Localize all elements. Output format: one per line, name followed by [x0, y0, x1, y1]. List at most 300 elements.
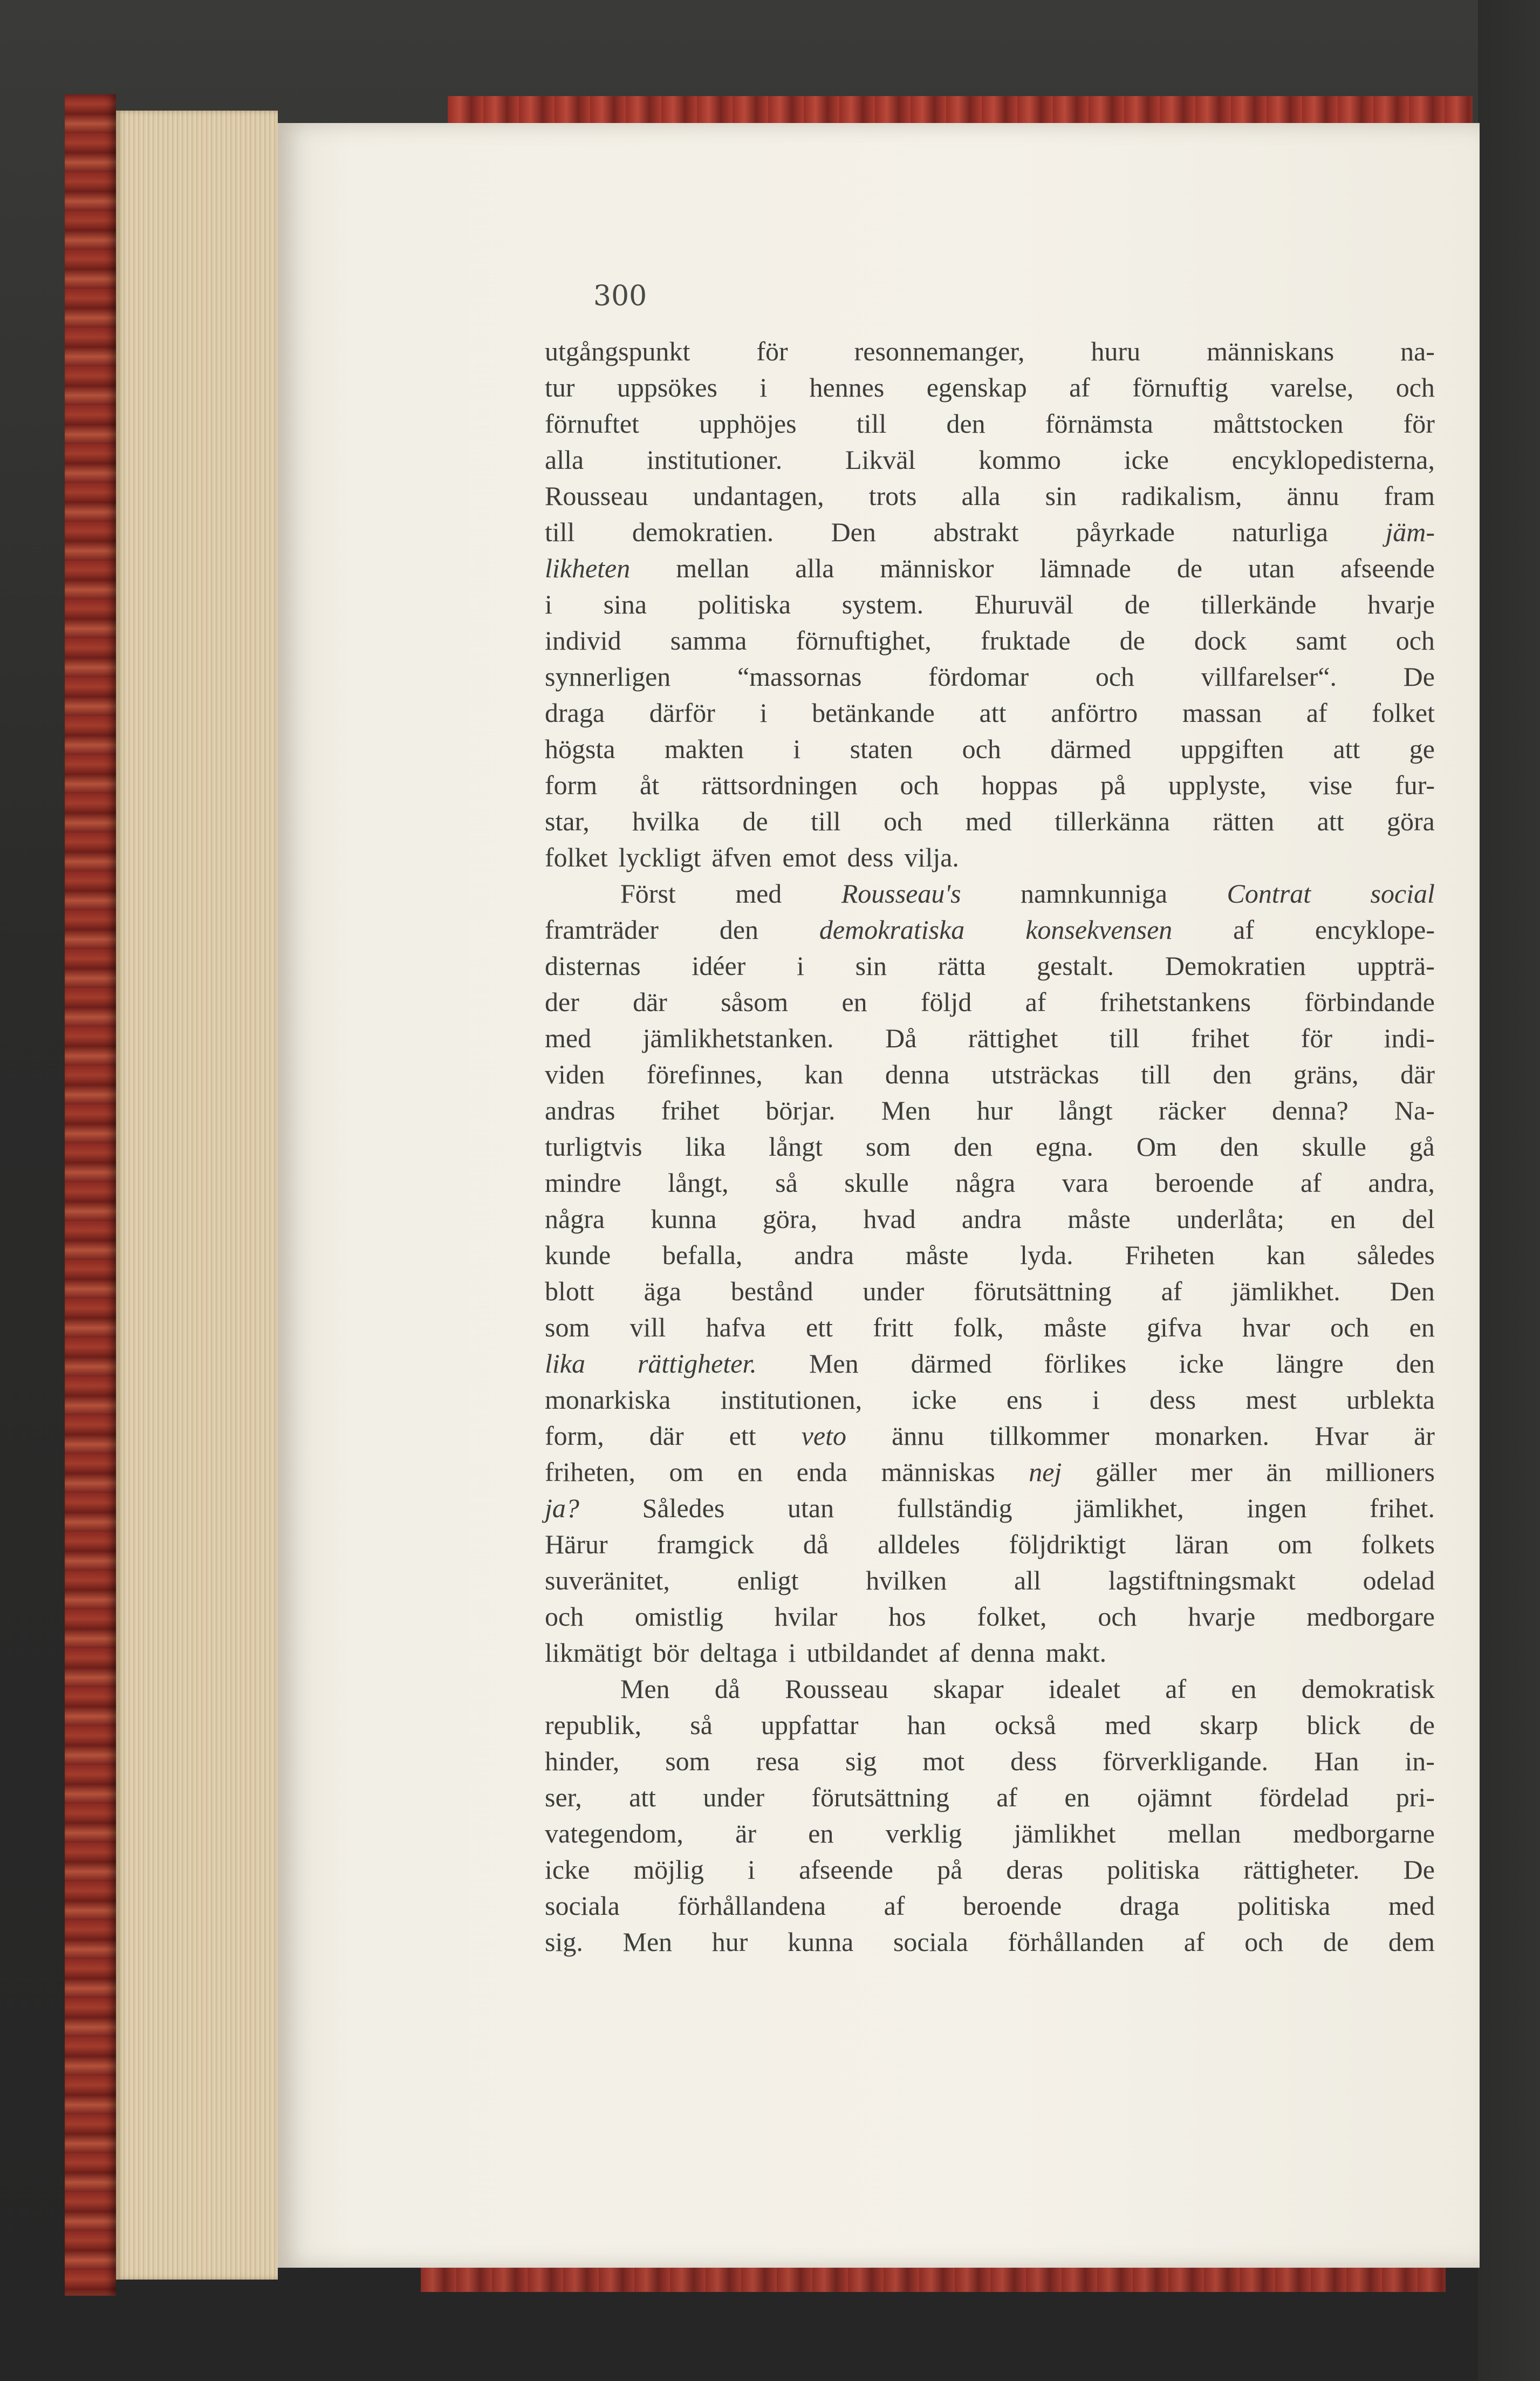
word: göra, [762, 1204, 818, 1234]
word: lämnade [1039, 553, 1131, 583]
word: förlikes [1044, 1348, 1127, 1379]
word: hur [711, 1927, 748, 1957]
word: måste [1067, 1204, 1131, 1234]
word: måste [1043, 1312, 1107, 1342]
word: af [1301, 1168, 1322, 1198]
word: tur [545, 372, 575, 402]
word: förhållandena [677, 1891, 826, 1921]
word: nej [1029, 1457, 1062, 1487]
word: högsta [545, 734, 615, 764]
word: måttstocken [1213, 408, 1344, 439]
word: Således [642, 1493, 725, 1523]
book-cover-edge [65, 94, 116, 2296]
word: dess [1149, 1384, 1196, 1415]
text-line [545, 1382, 1435, 1418]
word: under [863, 1276, 925, 1306]
word: med [965, 806, 1012, 836]
word: och [962, 734, 1001, 764]
word: som [865, 1131, 911, 1162]
text-line [545, 1309, 1435, 1346]
word: fördomar [928, 661, 1029, 692]
word: in- [1405, 1746, 1435, 1776]
text-line [545, 1743, 1435, 1779]
word: framgick [656, 1529, 754, 1559]
text-line [545, 803, 1435, 840]
word: deltaga [700, 1638, 778, 1668]
word: encyklopedisterna, [1231, 445, 1435, 475]
text-line [545, 1816, 1435, 1852]
word: resa [756, 1746, 800, 1776]
word: då [714, 1674, 741, 1704]
word: Likväl [845, 445, 916, 475]
word: tillerkände [1201, 589, 1317, 619]
word: lika [685, 1131, 726, 1162]
word: verklig [885, 1818, 962, 1848]
word: i [1092, 1384, 1100, 1415]
word: för [756, 336, 788, 366]
word: Na- [1394, 1095, 1435, 1125]
text-line [545, 1020, 1435, 1056]
text-line [545, 514, 1435, 550]
word: därmed [1050, 734, 1132, 764]
word: enda [796, 1457, 848, 1487]
word: uppsökes [617, 372, 717, 402]
word: Contrat [1227, 878, 1311, 909]
word: en [737, 1457, 763, 1487]
word: är [735, 1818, 756, 1848]
text-line [545, 1924, 1435, 1960]
word: uppfattar [761, 1710, 859, 1740]
text-line [545, 1273, 1435, 1309]
word: Ehuruväl [974, 589, 1074, 619]
word: andra, [1368, 1168, 1435, 1198]
word: Rousseau [785, 1674, 888, 1704]
text-line [545, 1346, 1435, 1382]
word: om [1278, 1529, 1312, 1559]
word: Först [620, 878, 676, 909]
word: kommo [978, 445, 1062, 475]
word: radikalism, [1121, 481, 1242, 511]
text-line [545, 478, 1435, 514]
word: en [1231, 1674, 1257, 1704]
word: vara [1062, 1168, 1108, 1198]
word: att [629, 1782, 656, 1812]
word: hoppas [981, 770, 1058, 800]
word: till [545, 517, 575, 547]
text-line [545, 840, 1435, 876]
word: ett [729, 1421, 756, 1451]
word: vill [629, 1312, 666, 1342]
word: och [884, 806, 923, 836]
text-line [545, 1129, 1435, 1165]
word: Han [1314, 1746, 1359, 1776]
word: gäller [1095, 1457, 1157, 1487]
word: om [669, 1457, 704, 1487]
word: ännu [1286, 481, 1339, 511]
word: och [1330, 1312, 1370, 1342]
word: Den [831, 517, 876, 547]
marbled-edge-bottom [421, 2266, 1446, 2292]
text-line [545, 1418, 1435, 1454]
word: förutsättning [811, 1782, 949, 1812]
word: resonnemanger, [854, 336, 1025, 366]
word: namnkunniga [1020, 878, 1168, 909]
word: Demokratien [1165, 951, 1306, 981]
word: hur [976, 1095, 1013, 1125]
word: där [633, 987, 667, 1017]
text-line [545, 948, 1435, 984]
text-line [545, 695, 1435, 731]
word: en [808, 1818, 834, 1848]
word: Rousseau's [841, 878, 961, 909]
word: makten [664, 734, 744, 764]
word: alla [795, 553, 834, 583]
word: att [1333, 734, 1360, 764]
word: rättighet [968, 1023, 1058, 1053]
word: åt [640, 770, 660, 800]
word: undantagen, [693, 481, 824, 511]
word: hvad [863, 1204, 916, 1234]
word: system. [841, 589, 924, 619]
word: politiska [697, 589, 791, 619]
word: anförtro [1051, 698, 1138, 728]
word: medborgare [1306, 1601, 1435, 1632]
word: några [545, 1204, 605, 1234]
word: alla [961, 481, 1001, 511]
word: ojämnt [1137, 1782, 1212, 1812]
text-line [545, 1852, 1435, 1888]
word: räcker [1158, 1095, 1226, 1125]
word: bör [653, 1638, 689, 1668]
word: människor [880, 553, 994, 583]
word: folket [545, 842, 608, 872]
word: de [1119, 625, 1145, 656]
word: enligt [737, 1565, 799, 1595]
word: mellan [676, 553, 750, 583]
word: den [1220, 1131, 1259, 1162]
word: äga [644, 1276, 681, 1306]
word: också [994, 1710, 1056, 1740]
word: likheten [545, 553, 631, 583]
word: sina [603, 589, 647, 619]
word: mer [1190, 1457, 1233, 1487]
word: synnerligen [545, 661, 671, 692]
word: den [1395, 1348, 1435, 1379]
word: uppträ- [1357, 951, 1435, 981]
word: lyda. [1020, 1240, 1073, 1270]
text-line [545, 623, 1435, 659]
text-line [545, 731, 1435, 767]
word: skapar [933, 1674, 1004, 1704]
word: hvilar [774, 1601, 838, 1632]
word: jämlikhet. [1231, 1276, 1340, 1306]
word: Hvar [1315, 1421, 1369, 1451]
word: påyrkade [1076, 517, 1175, 547]
word: sig [845, 1746, 877, 1776]
text-line [545, 1563, 1435, 1599]
word: Rousseau [545, 481, 648, 511]
word: framträder [545, 915, 659, 945]
word: en [1330, 1204, 1356, 1234]
word: sociala [545, 1891, 620, 1921]
word: och [1095, 661, 1135, 692]
word: blick [1306, 1710, 1361, 1740]
word: betänkande [812, 698, 935, 728]
word: skulle [844, 1168, 909, 1198]
word: dem [1388, 1927, 1435, 1957]
word: och [900, 770, 939, 800]
word: möjlig [633, 1854, 704, 1885]
word: rättigheter. [638, 1348, 757, 1379]
word: all [1014, 1565, 1041, 1595]
word: rätta [937, 951, 986, 981]
word: dock [1194, 625, 1247, 656]
word: turligtvis [545, 1131, 642, 1162]
word: af [1165, 1674, 1187, 1704]
word: politiska [1237, 1891, 1331, 1921]
word: i [797, 951, 804, 981]
word: na- [1400, 336, 1435, 366]
word: där [1400, 1059, 1435, 1089]
word: och [545, 1601, 584, 1632]
text-line [545, 550, 1435, 586]
word: idéer [692, 951, 746, 981]
word: Den [1390, 1276, 1435, 1306]
text-line [545, 1201, 1435, 1237]
word: urblekta [1346, 1384, 1435, 1415]
word: kunde [545, 1240, 611, 1270]
text-line [545, 984, 1435, 1020]
word: ingen [1247, 1493, 1307, 1523]
word: likmätigt [545, 1638, 642, 1668]
word: än [1266, 1457, 1292, 1487]
word: underlåta; [1176, 1204, 1285, 1234]
word: med [735, 878, 782, 909]
word: institutioner. [646, 445, 783, 475]
word: med [545, 1023, 592, 1053]
word: är [1414, 1421, 1435, 1451]
word: fruktade [980, 625, 1071, 656]
word: utbildandet [806, 1638, 928, 1668]
word: rättsordningen [701, 770, 858, 800]
word: folk, [953, 1312, 1004, 1342]
word: medborgarne [1293, 1818, 1435, 1848]
text-line [545, 1888, 1435, 1924]
word: den [1213, 1059, 1252, 1089]
word: icke [1124, 445, 1169, 475]
word: göra [1387, 806, 1435, 836]
word: de [1176, 553, 1203, 583]
word: folkets [1361, 1529, 1435, 1559]
body-text [545, 333, 1435, 1960]
word: af [939, 1638, 960, 1668]
word: mest [1245, 1384, 1297, 1415]
word: mindre [545, 1168, 621, 1198]
word: samma [670, 625, 747, 656]
word: hvarje [1188, 1601, 1256, 1632]
word: mellan [1167, 1818, 1241, 1848]
word: och [1395, 372, 1435, 402]
word: förhållanden [1008, 1927, 1145, 1957]
word: att [979, 698, 1007, 728]
word: vilja. [904, 842, 959, 872]
word: förnuftig [1132, 372, 1228, 402]
word: staten [850, 734, 913, 764]
text-line [545, 1707, 1435, 1743]
word: jämlikhetstanken. [642, 1023, 834, 1053]
word: deras [1006, 1854, 1063, 1885]
word: vise [1309, 770, 1353, 800]
word: Härur [545, 1529, 608, 1559]
word: förbindande [1304, 987, 1435, 1017]
word: hinder, [545, 1746, 620, 1776]
word: friheten, [545, 1457, 635, 1487]
word: gräns, [1293, 1059, 1359, 1089]
word: jämlikhet [1014, 1818, 1116, 1848]
word: demokratiska [819, 915, 965, 945]
word: och [1098, 1601, 1137, 1632]
text-line [545, 442, 1435, 478]
text-line [545, 1526, 1435, 1563]
word: monarkiska [545, 1384, 671, 1415]
word: afseende [1340, 553, 1435, 583]
word: kan [804, 1059, 844, 1089]
word: bestånd [730, 1276, 813, 1306]
word: disternas [545, 951, 641, 981]
word: äfven [711, 842, 772, 872]
word: denna [970, 1638, 1035, 1668]
page-number: 300 [593, 280, 647, 312]
word: icke [1179, 1348, 1224, 1379]
word: en [841, 987, 867, 1017]
word: utsträckas [991, 1059, 1099, 1089]
word: lyckligt [618, 842, 701, 872]
word: således [1357, 1240, 1435, 1270]
word: massan [1182, 698, 1262, 728]
word: några [955, 1168, 1016, 1198]
word: förnuftighet, [796, 625, 932, 656]
word: med [1388, 1891, 1435, 1921]
word: tillkommer [989, 1421, 1110, 1451]
text-line [545, 1490, 1435, 1526]
word: egna. [1036, 1131, 1093, 1162]
word: lagstiftningsmakt [1108, 1565, 1296, 1595]
word: som [665, 1746, 710, 1776]
word: lika [545, 1348, 585, 1379]
word: samt [1296, 625, 1347, 656]
word: därför [649, 698, 715, 728]
word: denna [885, 1059, 950, 1089]
word: i [759, 698, 768, 728]
word: blott [545, 1276, 594, 1306]
word: som [545, 1312, 590, 1342]
word: politiska [1107, 1854, 1200, 1885]
word: af [1161, 1276, 1182, 1306]
word: sociala [893, 1927, 968, 1957]
word: börjar. [765, 1095, 836, 1125]
word: star, [545, 806, 590, 836]
word: omistlig [635, 1601, 723, 1632]
word: förverkligande. [1103, 1746, 1269, 1776]
word: Om [1136, 1131, 1177, 1162]
word: emot [782, 842, 837, 872]
word: utan [1248, 553, 1295, 583]
word: Men [809, 1348, 859, 1379]
word: därmed [911, 1348, 992, 1379]
word: Men [881, 1095, 931, 1125]
word: institutionen, [720, 1384, 863, 1415]
word: demokratien. [632, 517, 774, 547]
word: läran [1175, 1529, 1229, 1559]
word: i [759, 372, 768, 402]
text-line [545, 1237, 1435, 1273]
word: människas [881, 1457, 995, 1487]
word: långt [769, 1131, 823, 1162]
word: då [803, 1529, 829, 1559]
word: så [690, 1710, 713, 1740]
word: befalla, [662, 1240, 743, 1270]
word: varelse, [1270, 372, 1354, 402]
word: Men [620, 1674, 670, 1704]
word: republik, [545, 1710, 642, 1740]
word: dess [1010, 1746, 1057, 1776]
word: förefinnes, [646, 1059, 763, 1089]
word: “massornas [737, 661, 862, 692]
word: beroende [1155, 1168, 1254, 1198]
word: frihetstankens [1099, 987, 1251, 1017]
text-line [545, 912, 1435, 948]
word: icke [545, 1854, 590, 1885]
word: vategendom, [545, 1818, 683, 1848]
word: hvilka [632, 806, 700, 836]
text-line [545, 1454, 1435, 1490]
word: Då [885, 1023, 917, 1053]
word: trots [868, 481, 917, 511]
word: afseende [799, 1854, 893, 1885]
word: rätten [1213, 806, 1275, 836]
word: kunna [651, 1204, 717, 1234]
word: beroende [962, 1891, 1062, 1921]
word: af [1306, 698, 1327, 728]
word: den [946, 408, 985, 439]
word: dess [847, 842, 894, 872]
word: följdriktigt [1009, 1529, 1126, 1559]
word: människans [1207, 336, 1334, 366]
word: huru [1091, 336, 1141, 366]
text-line [545, 586, 1435, 623]
word: med [1104, 1710, 1152, 1740]
word: uppgiften [1180, 734, 1284, 764]
word: jämlikhet, [1075, 1493, 1184, 1523]
word: förnuftet [545, 408, 639, 439]
word: hos [888, 1601, 926, 1632]
word: odelad [1363, 1565, 1435, 1595]
word: för [1301, 1023, 1333, 1053]
word: att [1317, 806, 1344, 836]
word: och [1244, 1927, 1284, 1957]
word: del [1401, 1204, 1435, 1234]
word: frihet. [1370, 1493, 1435, 1523]
text-line [545, 876, 1435, 912]
word: längre [1276, 1348, 1344, 1379]
word: andra [961, 1204, 1022, 1234]
word: makt. [1045, 1638, 1107, 1668]
word: ser, [545, 1782, 582, 1812]
word: de [1124, 589, 1150, 619]
word: i [748, 1854, 755, 1885]
word: gestalt. [1037, 951, 1114, 981]
text-line [545, 370, 1435, 406]
